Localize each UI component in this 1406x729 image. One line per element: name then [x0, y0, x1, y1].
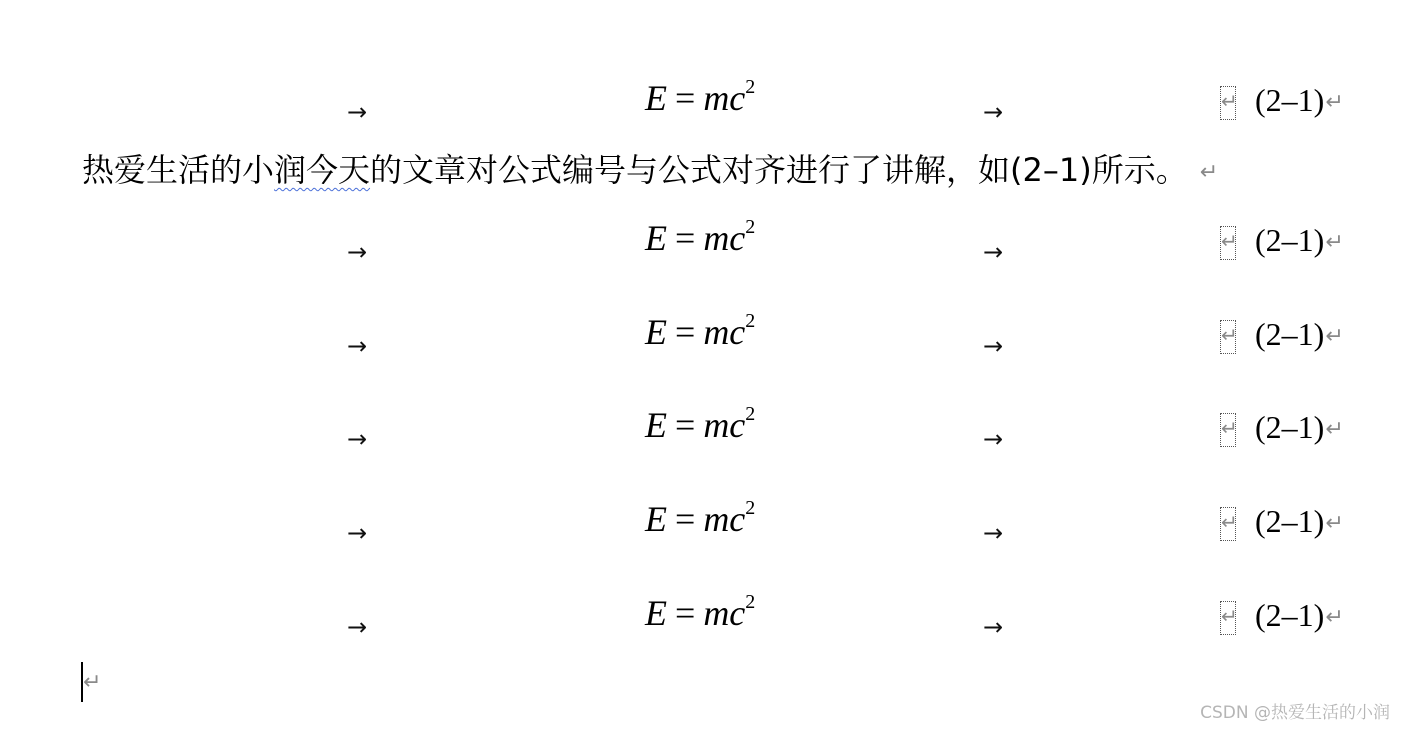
- tab-arrow-icon: →: [983, 519, 1004, 547]
- tab-arrow-icon: →: [347, 332, 368, 360]
- formula-rhs: mc: [703, 312, 746, 352]
- return-arrow-icon: ↵: [1221, 510, 1238, 534]
- tab-arrow-icon: →: [983, 425, 1004, 453]
- paragraph-mark-icon: ↵: [1325, 230, 1344, 255]
- field-code-box[interactable]: [1220, 507, 1236, 541]
- equation-line[interactable]: [0, 310, 1406, 374]
- formula-lhs: E: [645, 218, 667, 258]
- equation-number-text: (2–1): [1255, 222, 1325, 258]
- formula-rhs: mc: [703, 593, 746, 633]
- formula-lhs: E: [645, 78, 667, 118]
- equation-number-text: (2–1): [1255, 82, 1325, 118]
- formula-exponent: 2: [745, 591, 756, 613]
- field-code-box[interactable]: [1220, 86, 1236, 120]
- formula[interactable]: [645, 591, 756, 633]
- formula-rhs: mc: [703, 499, 746, 539]
- formula-rhs: mc: [703, 405, 746, 445]
- formula-equals: =: [675, 312, 696, 352]
- tab-arrow-icon: →: [347, 519, 368, 547]
- formula-exponent: 2: [745, 310, 756, 332]
- watermark: CSDN @热爱生活的小润: [1200, 703, 1390, 723]
- equation-line[interactable]: [0, 497, 1406, 561]
- equation-line[interactable]: [0, 76, 1406, 140]
- formula[interactable]: [645, 497, 756, 539]
- tab-arrow-icon: →: [983, 238, 1004, 266]
- formula-lhs: E: [645, 499, 667, 539]
- formula-exponent: 2: [745, 216, 756, 238]
- paragraph-mark-icon: ↵: [1199, 160, 1219, 185]
- return-arrow-icon: ↵: [1221, 89, 1238, 113]
- tab-arrow-icon: →: [347, 613, 368, 641]
- formula-equals: =: [675, 78, 696, 118]
- formula-exponent: 2: [745, 403, 756, 425]
- return-arrow-icon: ↵: [1221, 323, 1238, 347]
- equation-number: [1255, 505, 1344, 537]
- field-code-box[interactable]: [1220, 601, 1236, 635]
- grammar-squiggle-text[interactable]: 润今天: [274, 151, 371, 189]
- tab-arrow-icon: →: [347, 98, 368, 126]
- equation-number: [1255, 318, 1344, 350]
- return-arrow-icon: ↵: [1221, 416, 1238, 440]
- tab-arrow-icon: →: [983, 98, 1004, 126]
- formula-exponent: 2: [745, 76, 756, 98]
- equation-number-text: (2–1): [1255, 597, 1325, 633]
- equation-number-text: (2–1): [1255, 409, 1325, 445]
- paragraph-mark-icon: ↵: [1325, 511, 1344, 536]
- equation-number: [1255, 224, 1344, 256]
- equation-number: [1255, 411, 1344, 443]
- formula-equals: =: [675, 218, 696, 258]
- formula[interactable]: [645, 76, 756, 118]
- formula[interactable]: [645, 403, 756, 445]
- formula-lhs: E: [645, 593, 667, 633]
- field-code-box[interactable]: [1220, 226, 1236, 260]
- formula-rhs: mc: [703, 218, 746, 258]
- return-arrow-icon: ↵: [1221, 229, 1238, 253]
- paragraph-mark-icon: ↵: [1325, 324, 1344, 349]
- equation-number-text: (2–1): [1255, 503, 1325, 539]
- equation-line[interactable]: [0, 403, 1406, 467]
- equation-number: [1255, 599, 1344, 631]
- paragraph-mark-icon: ↵: [1325, 90, 1344, 115]
- tab-arrow-icon: →: [347, 425, 368, 453]
- tab-arrow-icon: →: [983, 332, 1004, 360]
- formula-lhs: E: [645, 312, 667, 352]
- return-arrow-icon: ↵: [1221, 604, 1238, 628]
- formula-exponent: 2: [745, 497, 756, 519]
- equation-line[interactable]: [0, 591, 1406, 655]
- formula-equals: =: [675, 499, 696, 539]
- field-code-box[interactable]: [1220, 413, 1236, 447]
- formula-lhs: E: [645, 405, 667, 445]
- paragraph-mark-icon: ↵: [1325, 605, 1344, 630]
- formula[interactable]: [645, 216, 756, 258]
- formula-equals: =: [675, 405, 696, 445]
- formula-equals: =: [675, 593, 696, 633]
- equation-line[interactable]: [0, 216, 1406, 280]
- paragraph-mark-icon: ↵: [83, 670, 102, 695]
- tab-arrow-icon: →: [347, 238, 368, 266]
- field-code-box[interactable]: [1220, 320, 1236, 354]
- paragraph-text-end: 的文章对公式编号与公式对齐进行了讲解，如(2–1)所示。: [370, 151, 1188, 189]
- tab-arrow-icon: →: [983, 613, 1004, 641]
- formula-rhs: mc: [703, 78, 746, 118]
- equation-number: [1255, 84, 1344, 116]
- paragraph-mark-icon: ↵: [1325, 417, 1344, 442]
- body-paragraph[interactable]: [82, 148, 1218, 197]
- paragraph-text-start: 热爱生活的小: [82, 151, 275, 189]
- equation-number-text: (2–1): [1255, 316, 1325, 352]
- formula[interactable]: [645, 310, 756, 352]
